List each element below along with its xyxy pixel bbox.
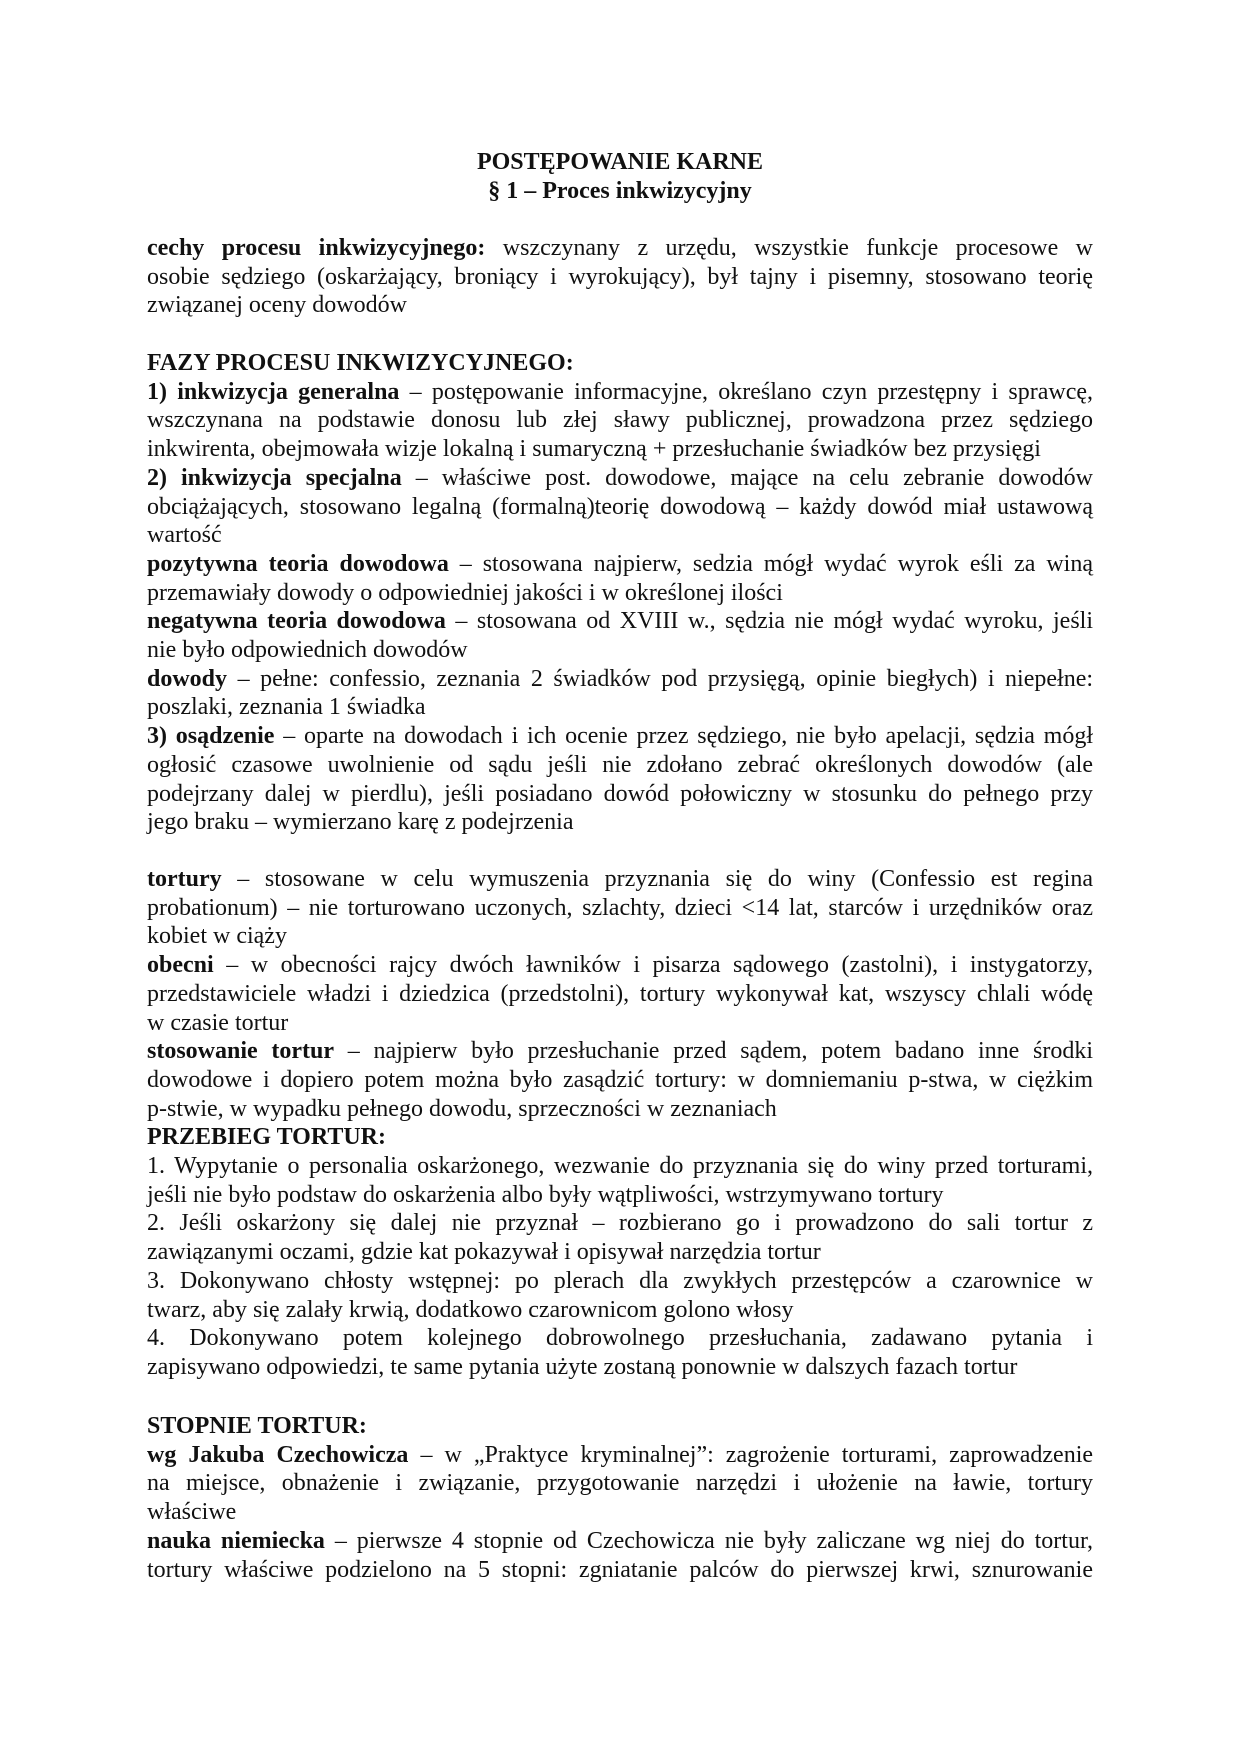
text-line <box>147 1181 1093 1210</box>
text-line <box>147 607 1093 636</box>
line-text: właściwe <box>147 1499 237 1526</box>
paragraph <box>147 1037 1093 1123</box>
text-line <box>147 951 1093 980</box>
text-line <box>147 894 1093 923</box>
line-text: – oparte na dowodach i ich ocenie przez sędziego, nie było apelacji, sędzia mógł <box>283 723 1094 750</box>
line-text: nie było odpowiednich dowodów <box>147 637 468 664</box>
line-text: inkwirenta, obejmowała wizje lokalną i sumaryczną + przesłuchanie świadków bez przysięgi <box>147 436 1041 463</box>
term-label: pozytywna teoria dowodowa <box>147 550 449 577</box>
paragraph <box>147 1324 1093 1381</box>
text-line <box>147 980 1093 1009</box>
text-line <box>147 1152 1093 1181</box>
paragraph <box>147 865 1093 951</box>
line-text: 3. Dokonywano chłosty wstępnej: po plerach dla zwykłych przestępców a czarownice w <box>147 1267 1093 1294</box>
text-line <box>147 464 1093 493</box>
text-line <box>147 1009 1093 1038</box>
line-text: – stosowana od XVIII w., sędzia nie mógł wydać wyroku, jeśli <box>455 608 1093 635</box>
line-text: związanej oceny dowodów <box>147 292 407 319</box>
text-line <box>147 1066 1093 1095</box>
term-label: dowody <box>147 665 228 692</box>
paragraph <box>147 1441 1093 1527</box>
paragraph <box>147 951 1093 1037</box>
text-line <box>147 291 1093 320</box>
line-text: wszczynany z urzędu, wszystkie funkcje procesowe w <box>502 235 1094 261</box>
text-line <box>147 263 1093 292</box>
term-label: wg Jakuba Czechowicza <box>147 1441 409 1468</box>
text-line <box>147 1324 1093 1353</box>
paragraph <box>147 1267 1093 1324</box>
text-line <box>147 1441 1093 1470</box>
intro-section <box>147 234 1093 320</box>
paragraph <box>147 1152 1093 1209</box>
term-label: negatywna teoria dowodowa <box>147 608 446 635</box>
section-heading: FAZY PROCESU INKWIZYCYJNEGO: <box>147 350 574 376</box>
text-line <box>147 1238 1093 1267</box>
line-text: – postępowanie informacyjne, określano czyn przestępny i sprawcę, <box>409 378 1094 405</box>
line-text: zawiązanymi oczami, gdzie kat pokazywał i opisywał narzędzia tortur <box>147 1239 821 1266</box>
text-line <box>147 1209 1093 1238</box>
torture-degrees-section <box>147 1412 1093 1584</box>
line-text: osobie sędziego (oskarżający, broniący i wyrokujący), był tajny i pisemny, stosowano teorię <box>147 263 1093 290</box>
line-text: zapisywano odpowiedzi, te same pytania użyte zostaną ponownie w dalszych fazach tortur <box>147 1353 1018 1380</box>
text-line <box>147 722 1093 751</box>
line-text: kobiet w ciąży <box>147 923 287 950</box>
line-text: p-stwie, w wypadku pełnego dowodu, sprzeczności w zeznaniach <box>147 1095 777 1122</box>
text-line <box>147 1037 1093 1066</box>
text-line <box>147 493 1093 522</box>
line-text: przedstawiciele władzi i dziedzica (przedstolni), tortury wykonywał kat, wszyscy chlali wódę <box>147 980 1093 1007</box>
text-line <box>147 521 1093 550</box>
line-text: – właściwe post. dowodowe, mające na celu zebranie dowodów <box>415 464 1094 491</box>
paragraph <box>147 234 1093 320</box>
text-line <box>147 751 1093 780</box>
phases-section <box>147 349 1093 837</box>
title-line-2: § 1 – Proces inkwizycyjny <box>488 178 752 204</box>
text-line <box>147 922 1093 951</box>
paragraph <box>147 378 1093 464</box>
text-line <box>147 1469 1093 1498</box>
text-line <box>147 234 1093 263</box>
line-text: jego braku – wymierzano karę z podejrzenia <box>147 809 574 836</box>
term-label: tortury <box>147 866 222 892</box>
line-text: podejrzany dalej w pierdlu), jeśli posiadano dowód połowiczny w stosunku do pełnego przy <box>147 780 1093 807</box>
section-heading: PRZEBIEG TORTUR: <box>147 1124 386 1151</box>
text-line <box>147 1353 1093 1382</box>
term-label: cechy procesu inkwizycyjnego: <box>147 235 486 261</box>
paragraph <box>147 550 1093 607</box>
text-line <box>147 550 1093 579</box>
text-line <box>147 808 1093 837</box>
text-line <box>147 780 1093 809</box>
line-text: twarz, aby się zalały krwią, dodatkowo czarownicom golono włosy <box>147 1296 794 1323</box>
text-line <box>147 1267 1093 1296</box>
text-line <box>147 1095 1093 1124</box>
term-label: 1) inkwizycja generalna <box>147 378 400 405</box>
document-title <box>0 148 1240 206</box>
line-text: – najpierw było przesłuchanie przed sądem, potem badano inne środki <box>347 1038 1093 1065</box>
text-line <box>147 1498 1093 1527</box>
line-text: dowodowe i dopiero potem można było zasądzić tortury: w domniemaniu p-stwa, w ciężkim <box>147 1066 1093 1093</box>
text-line <box>147 636 1093 665</box>
line-text: – w „Praktyce kryminalnej”: zagrożenie torturami, zaprowadzenie <box>420 1441 1094 1468</box>
line-text: probationum) – nie torturowano uczonych, szlachty, dzieci <14 lat, starców i urzędników oraz <box>147 894 1093 921</box>
line-text: 2. Jeśli oskarżony się dalej nie przyznał – rozbierano go i prowadzono do sali tortur z <box>147 1210 1093 1237</box>
line-text: wartość <box>147 522 222 549</box>
line-text: – pełne: confessio, zeznania 2 świadków pod przysięgą, opinie biegłych) i niepełne: <box>237 665 1094 692</box>
term-label: 2) inkwizycja specjalna <box>147 464 402 491</box>
text-line <box>147 579 1093 608</box>
line-text: w czasie tortur <box>147 1009 289 1036</box>
title-line-1: POSTĘPOWANIE KARNE <box>476 149 764 175</box>
text-line <box>147 1296 1093 1325</box>
paragraph <box>147 464 1093 550</box>
paragraph <box>147 722 1093 837</box>
text-line <box>147 406 1093 435</box>
text-line <box>147 693 1093 722</box>
line-text: poszlaki, zeznania 1 świadka <box>147 694 426 721</box>
paragraph <box>147 1527 1093 1584</box>
line-text: obciążających, stosowano legalną (formalną)teorię dowodową – każdy dowód miał ustawową <box>147 493 1093 520</box>
term-label: stosowanie tortur <box>147 1038 335 1065</box>
term-label: obecni <box>147 952 214 979</box>
line-text: 4. Dokonywano potem kolejnego dobrowolnego przesłuchania, zadawano pytania i <box>147 1325 1093 1352</box>
line-text: tortury właściwe podzielono na 5 stopni: zgniatanie palców do pierwszej krwi, sznurowanie <box>147 1556 1093 1583</box>
line-text: – pierwsze 4 stopnie od Czechowicza nie były zaliczane wg niej do tortur, <box>334 1527 1093 1554</box>
text-line <box>147 1527 1093 1556</box>
torture-section <box>147 865 1093 1382</box>
paragraph <box>147 1209 1093 1266</box>
line-text: przemawiały dowody o odpowiedniej jakości i w określonej ilości <box>147 579 783 606</box>
text-line <box>147 665 1093 694</box>
line-text: – stosowana najpierw, sedzia mógł wydać wyrok eśli za winą <box>459 550 1093 577</box>
paragraph <box>147 665 1093 722</box>
line-text: – stosowane w celu wymuszenia przyznania się do winy (Confessio est regina <box>237 866 1093 892</box>
text-line <box>147 435 1093 464</box>
line-text: 1. Wypytanie o personalia oskarżonego, wezwanie do przyznania się do winy przed torturami, <box>147 1153 1093 1180</box>
line-text: ogłosić czasowe uwolnienie od sądu jeśli nie zdołano zebrać określonych dowodów (ale <box>147 751 1093 778</box>
paragraph <box>147 607 1093 664</box>
line-text: wszczynana na podstawie donosu lub złej sławy publicznej, prowadzona przez sędziego <box>147 407 1093 434</box>
text-line <box>147 378 1093 407</box>
line-text: – w obecności rajcy dwóch ławników i pisarza sądowego (zastolni), i instygatorzy, <box>226 952 1094 979</box>
line-text: jeśli nie było podstaw do oskarżenia albo były wątpliwości, wstrzymywano tortury <box>147 1181 944 1208</box>
line-text: na miejsce, obnażenie i związanie, przygotowanie narzędzi i ułożenie na ławie, tortury <box>147 1470 1093 1497</box>
term-label: nauka niemiecka <box>147 1527 325 1554</box>
section-heading: STOPNIE TORTUR: <box>147 1413 367 1439</box>
term-label: 3) osądzenie <box>147 723 275 750</box>
text-line <box>147 1556 1093 1585</box>
text-line <box>147 865 1093 894</box>
